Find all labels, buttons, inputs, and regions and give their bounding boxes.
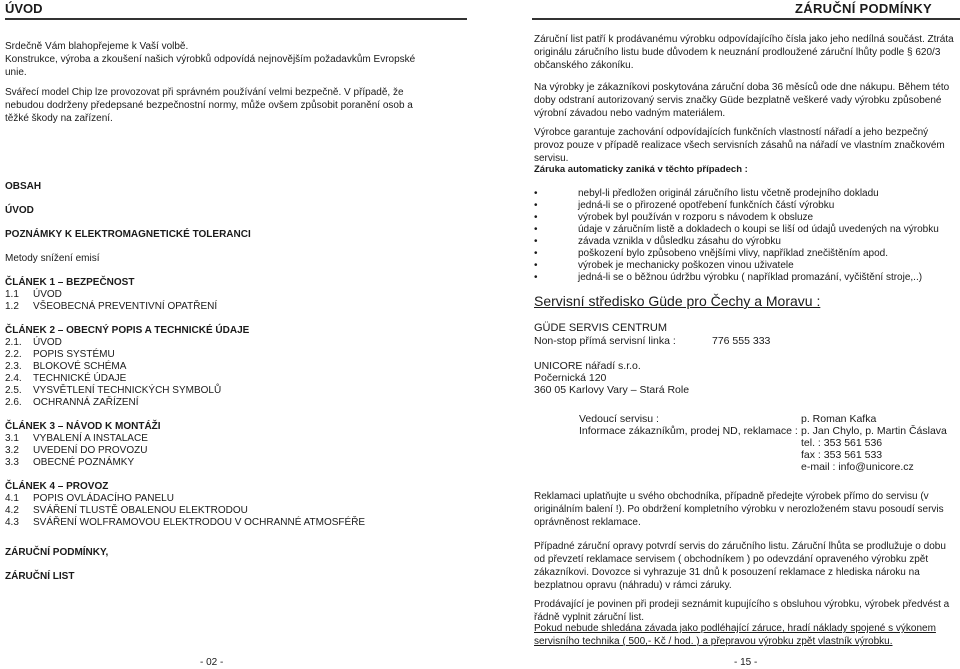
toc-item-num: 2.3. <box>5 361 22 372</box>
claims-paragraph: Reklamaci uplatňujte u svého obchodníka, případně předejte výrobek přímo do servisu (v originálním balení !). Po obdržení kompletního výrobku v nerozloženém stavu posoudí servis oprávněnost reklamace. <box>534 491 944 528</box>
service-manager-name: p. Roman Kafka <box>801 413 877 425</box>
seller-duty-paragraph: Prodávající je povinen při prodeji seznámit kupujícího s obsluhou výrobku, výrobek předvést a řádně vyplnit záruční list. <box>534 599 950 623</box>
toc-item-num: 4.2 <box>5 505 19 516</box>
bullet-icon: • <box>534 224 538 235</box>
bullet-icon: • <box>534 260 538 271</box>
toc-zarucni-list: ZÁRUČNÍ LIST <box>5 571 75 582</box>
toc-item <box>5 348 465 360</box>
customer-info-names: p. Jan Chylo, p. Martin Čáslava <box>801 425 947 437</box>
toc-chapter-4 <box>5 480 465 528</box>
bullet-icon: • <box>534 212 538 223</box>
toc-item-num: 3.3 <box>5 457 19 468</box>
manufacturer-guarantee-paragraph: Výrobce garantuje zachování odpovídajících funkčních vlastností nářadí a jeho bezpečný provoz pouze v případě realizace všech servisních zásahů na nářadí ve vlastním značkovém servisu. <box>534 127 945 164</box>
warranty-void-list <box>534 187 954 283</box>
toc-item-text: VYBALENÍ A INSTALACE <box>33 433 148 444</box>
customer-info-label: Informace zákazníkům, prodej ND, reklamace : <box>579 425 798 437</box>
toc-item-text: SVÁŘENÍ TLUSTĚ OBALENOU ELEKTRODOU <box>33 505 248 516</box>
right-header-title: ZÁRUČNÍ PODMÍNKY <box>795 1 932 16</box>
toc-item-text: UVEDENÍ DO PROVOZU <box>33 445 148 456</box>
toc-item-num: 2.4. <box>5 373 22 384</box>
list-item <box>534 247 954 259</box>
hotline-label: Non-stop přímá servisní linka : <box>534 335 676 347</box>
toc-item <box>5 360 465 372</box>
toc-item-text: OBECNÉ POZNÁMKY <box>33 457 135 468</box>
service-fax: fax : 353 561 533 <box>801 449 883 461</box>
hotline-number: 776 555 333 <box>712 335 771 347</box>
toc-item-text: SVÁŘENÍ WOLFRAMOVOU ELEKTRODOU V OCHRANNÉ ATMOSFÉŘE <box>33 517 366 528</box>
toc-item <box>5 444 465 456</box>
toc-item-num: 3.2 <box>5 445 19 456</box>
toc-item <box>5 516 465 528</box>
bullet-icon: • <box>534 272 538 283</box>
gude-service-name: GÜDE SERVIS CENTRUM <box>534 322 668 334</box>
intro-construction: Konstrukce, výroba a zkoušení našich výrobků odpovídá nejnovějším požadavkům Evropské unie. <box>5 54 416 78</box>
warranty-repair-paragraph: Případné záruční opravy potvrdí servis do záručního listu. Záruční lhůta se prodlužuje o dobu od převzetí reklamace servisem ( obchodníkem ) po odevzdání opraveného výrobku zpět zákazníkovi. Dovozce si vyhrazuje 31 dnů k posouzení reklamace z hlediska nároku na bezplatnou opravu (náhradu) v rámci záruky. <box>534 541 946 591</box>
toc-item-num: 4.1 <box>5 493 19 504</box>
warranty-period-paragraph: Na výrobky je zákazníkovi poskytována záruční doba 36 měsíců ode dne nákupu. Během této doby odstraní autorizovaný servis značky Güde bezplatně veškeré vady výrobku způsobené výrobní závadou nebo vadným materiálem. <box>534 82 950 119</box>
warranty-card-paragraph: Záruční list patří k prodávanému výrobku odpovídajícího čísla jako jeho nedílná součást. Ztráta originálu záručního listu bude důvodem k neuznání prodloužené záruční lhůty podle § 620/3 občanského zákoníku. <box>534 34 954 71</box>
toc-chapter-title: ČLÁNEK 2 – OBECNÝ POPIS A TECHNICKÉ ÚDAJE <box>5 325 250 336</box>
left-page <box>0 0 472 668</box>
unicore-city: 360 05 Karlovy Vary – Stará Role <box>534 384 690 396</box>
service-email: e-mail : info@unicore.cz <box>801 461 914 473</box>
toc-chapter-1 <box>5 276 465 312</box>
toc-item-num: 2.2. <box>5 349 22 360</box>
toc-item-text: ÚVOD <box>33 337 62 348</box>
right-page-number: - 15 - <box>734 657 758 668</box>
toc-item-text: VŠEOBECNÁ PREVENTIVNÍ OPATŘENÍ <box>33 301 218 312</box>
technician-cost-paragraph: Pokud nebude shledána závada jako podléhající záruce, hradí náklady spojené s výkonem servisního technika ( 500,- Kč / hod. ) a přepravou výrobku zpět vlastník výrobku. <box>534 623 936 647</box>
list-item-text: výrobek byl používán v rozporu s návodem k obsluze <box>578 212 814 223</box>
toc-item-num: 3.1 <box>5 433 19 444</box>
toc-item <box>5 396 465 408</box>
unicore-name: UNICORE nářadí s.r.o. <box>534 360 641 372</box>
bullet-icon: • <box>534 200 538 211</box>
list-item-text: jedná-li se o běžnou údržbu výrobku ( například promazání, vyčištění stroje,..) <box>578 272 923 283</box>
toc-item-text: ÚVOD <box>33 289 62 300</box>
toc-item <box>5 432 465 444</box>
list-item <box>534 199 954 211</box>
toc-item <box>5 492 465 504</box>
toc-uvod: ÚVOD <box>5 205 34 216</box>
toc-item <box>5 384 465 396</box>
intro-greeting: Srdečně Vám blahopřejeme k Vaší volbě. <box>5 41 189 52</box>
toc-item-text: VYSVĚTLENÍ TECHNICKÝCH SYMBOLŮ <box>33 385 222 396</box>
unicore-street: Počernická 120 <box>534 372 607 384</box>
toc-item-num: 2.1. <box>5 337 22 348</box>
list-item <box>534 271 954 283</box>
table-of-contents <box>5 180 465 582</box>
toc-item <box>5 504 465 516</box>
toc-item-text: BLOKOVÉ SCHÉMA <box>33 361 127 372</box>
service-phone: tel. : 353 561 536 <box>801 437 883 449</box>
toc-chapter-title: ČLÁNEK 3 – NÁVOD K MONTÁŽI <box>5 421 161 432</box>
bullet-icon: • <box>534 248 538 259</box>
toc-item-text: POPIS OVLÁDACÍHO PANELU <box>33 493 174 504</box>
intro-safety: Svářecí model Chip lze provozovat při správném používání velmi bezpečně. V případě, že nebudou dodrženy předepsané bezpečnostní normy, může ovšem způsobit poranění osob a těžké škody na zařízení. <box>5 87 413 124</box>
toc-item <box>5 288 465 300</box>
list-item-text: údaje v záručním listě a dokladech o koupi se liší od údajů uvedených na výrobku <box>578 224 939 235</box>
toc-item-num: 2.5. <box>5 385 22 396</box>
toc-item-num: 1.2 <box>5 301 19 312</box>
list-item-text: závada vznikla v důsledku zásahu do výrobku <box>578 236 781 247</box>
toc-item-text: OCHRANNÁ ZAŘÍZENÍ <box>33 397 139 408</box>
list-item <box>534 211 954 223</box>
list-item-text: nebyl-li předložen originál záručního listu včetně prodejního dokladu <box>578 188 879 199</box>
toc-chapter-title: ČLÁNEK 1 – BEZPEČNOST <box>5 277 135 288</box>
list-item <box>534 223 954 235</box>
warranty-void-title: Záruka automaticky zaniká v těchto případech : <box>534 164 748 175</box>
toc-item <box>5 372 465 384</box>
toc-item-text: TECHNICKÉ ÚDAJE <box>33 373 127 384</box>
toc-zarucni-podminky: ZÁRUČNÍ PODMÍNKY, <box>5 547 109 558</box>
toc-item <box>5 300 465 312</box>
list-item-text: jedná-li se o přirozené opotřebení funkčních částí výrobku <box>578 200 835 211</box>
list-item-text: poškození bylo způsobeno vnějšími vlivy, například znečištěním apod. <box>578 248 888 259</box>
left-page-number: - 02 - <box>200 657 224 668</box>
toc-item-num: 2.6. <box>5 397 22 408</box>
list-item <box>534 187 954 199</box>
bullet-icon: • <box>534 236 538 247</box>
toc-chapter-title: ČLÁNEK 4 – PROVOZ <box>5 481 109 492</box>
toc-item-text: POPIS SYSTÉMU <box>33 349 115 360</box>
toc-chapter-2 <box>5 324 465 408</box>
toc-obsah: OBSAH <box>5 181 42 192</box>
list-item-text: výrobek je mechanicky poškozen vinou uživatele <box>578 260 794 271</box>
service-center-title: Servisní středisko Güde pro Čechy a Moravu : <box>534 293 821 309</box>
left-header <box>5 0 467 20</box>
bullet-icon: • <box>534 188 538 199</box>
toc-item <box>5 456 465 468</box>
toc-chapter-3 <box>5 420 465 468</box>
left-header-title: ÚVOD <box>5 1 43 16</box>
right-header <box>532 0 960 20</box>
toc-item-num: 1.1 <box>5 289 19 300</box>
toc-metody: Metody snížení emisí <box>5 253 100 264</box>
list-item <box>534 259 954 271</box>
service-manager-label: Vedoucí servisu : <box>579 413 659 425</box>
toc-item <box>5 336 465 348</box>
list-item <box>534 235 954 247</box>
toc-item-num: 4.3 <box>5 517 19 528</box>
toc-emc: POZNÁMKY K ELEKTROMAGNETICKÉ TOLERANCI <box>5 229 251 240</box>
